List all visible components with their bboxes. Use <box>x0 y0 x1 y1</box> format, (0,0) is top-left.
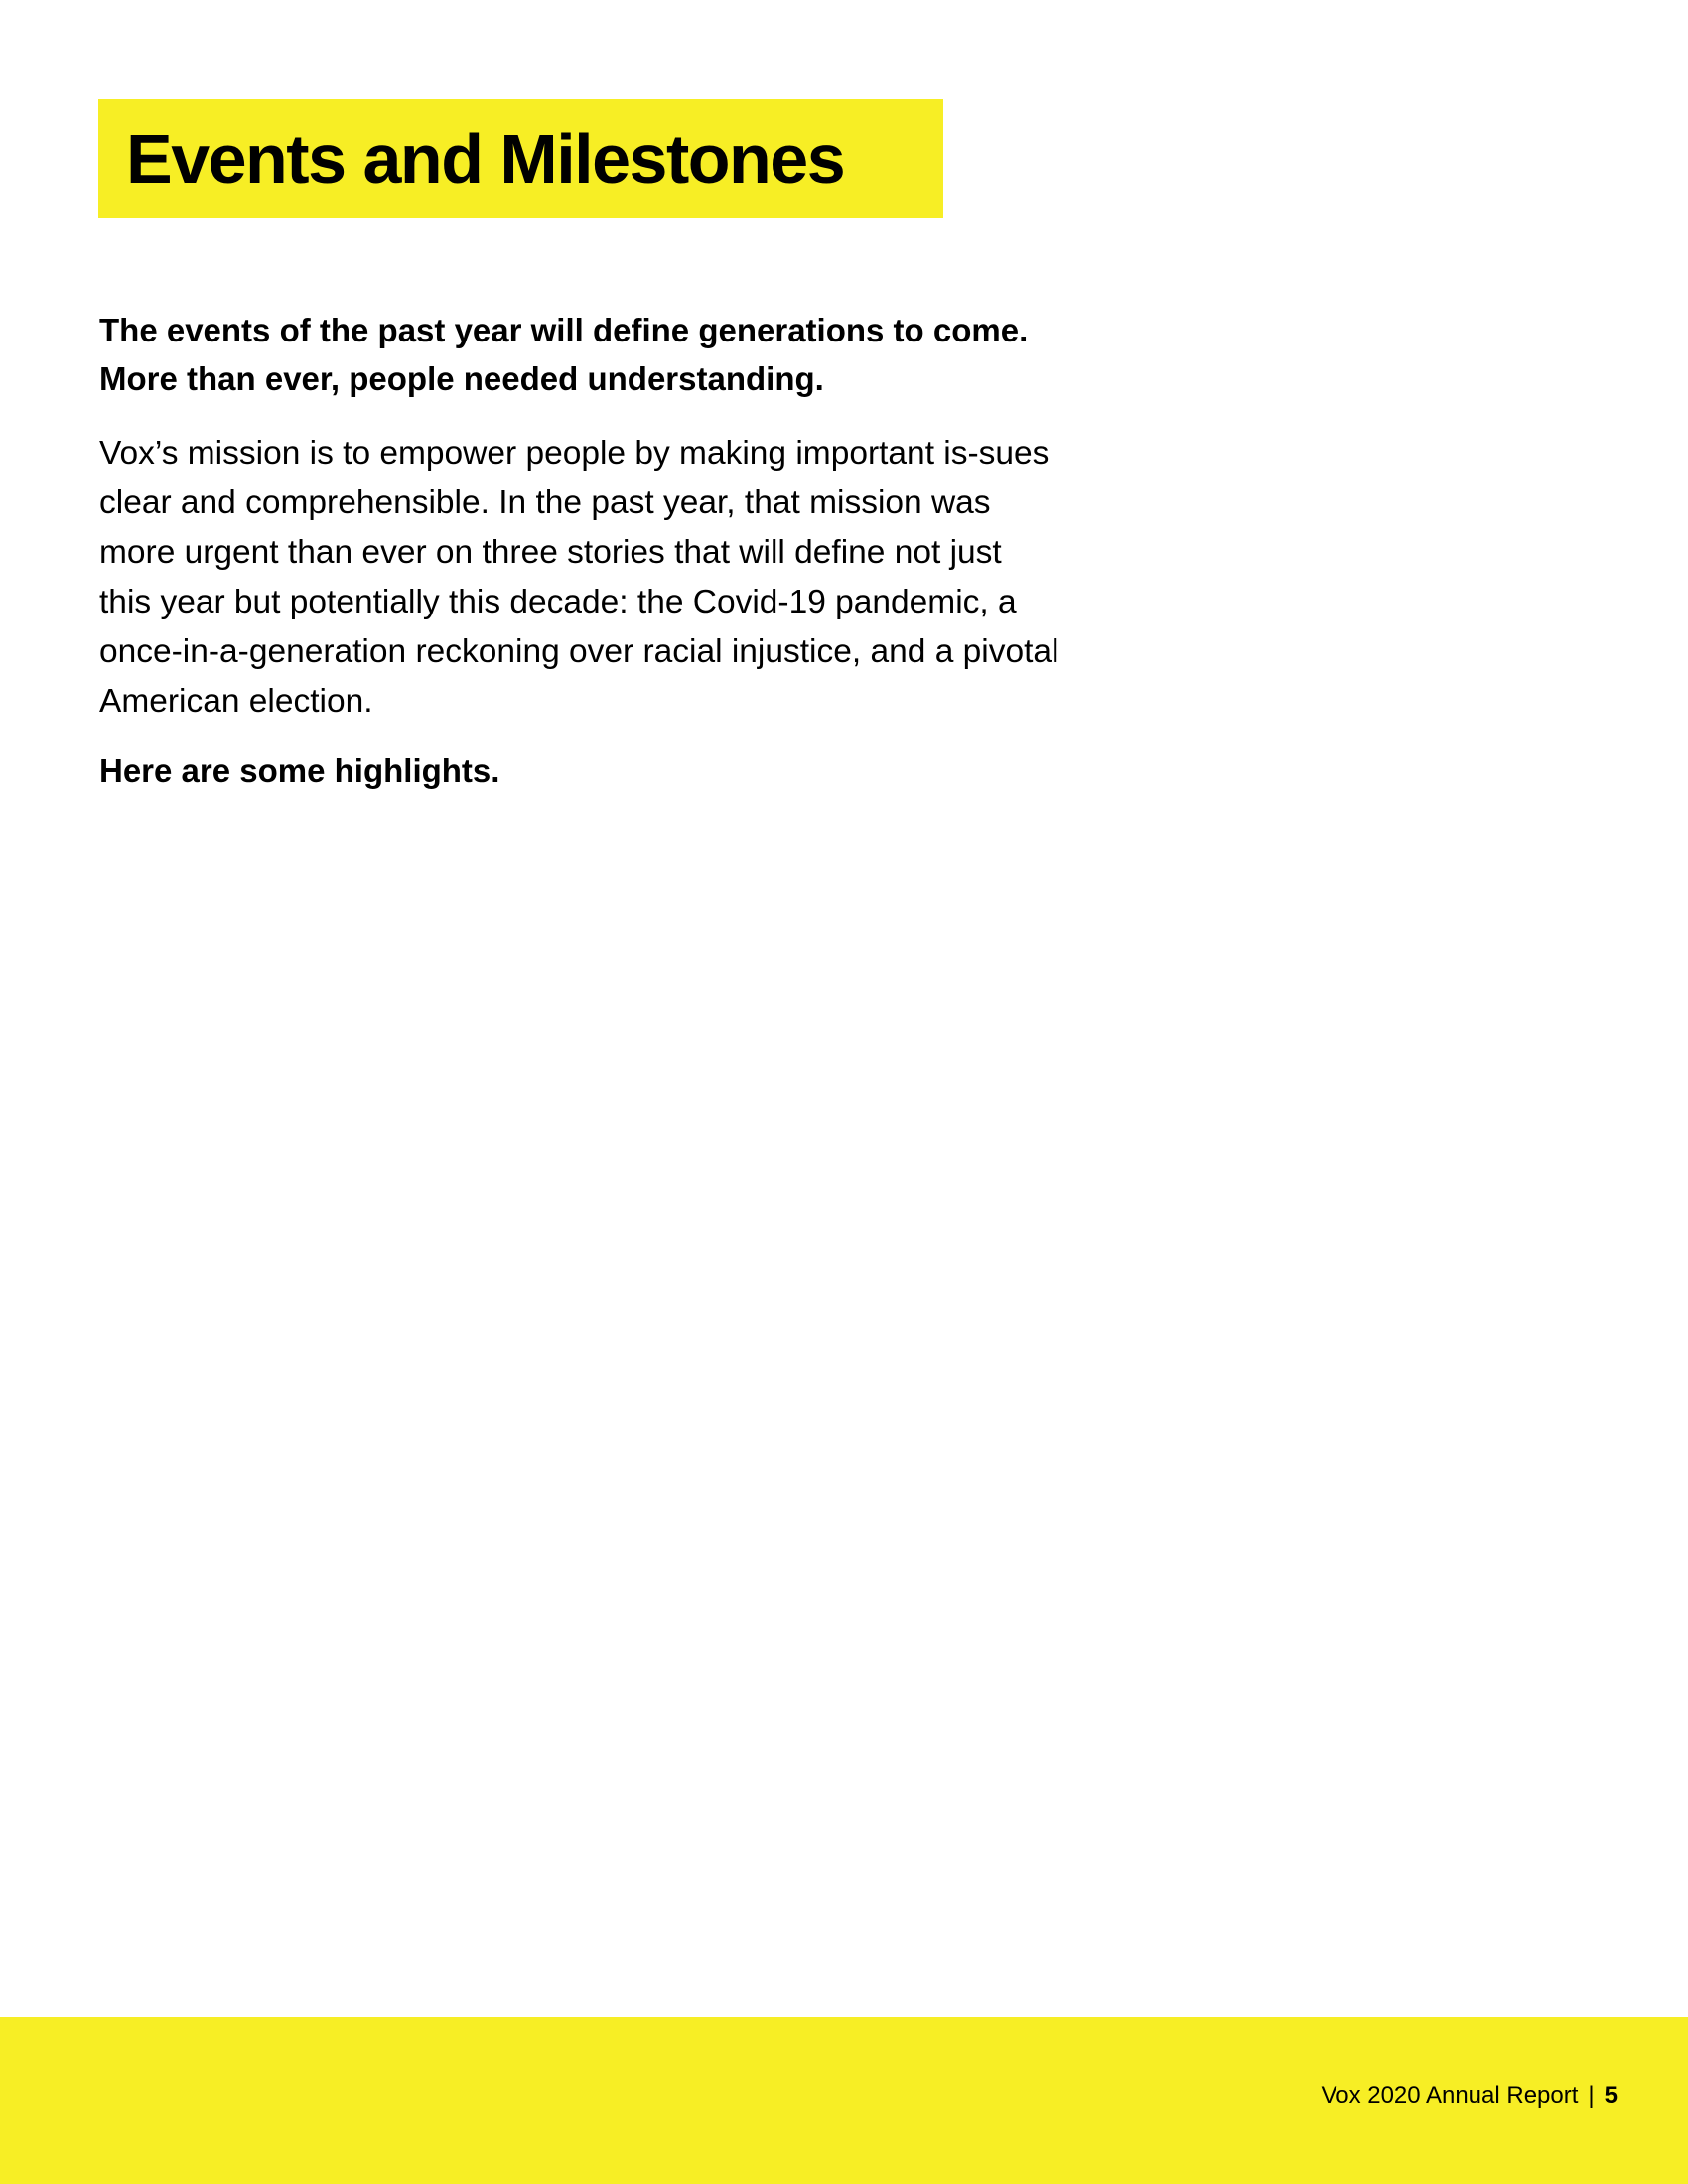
body-paragraph: Vox’s mission is to empower people by making important is-sues clear and comprehensible. In the past year, that mission was more urgent than ever on three stories that will define not just this year but potentially this decade: the Covid-19 pandemic, a once-in-a-generation reckoning over racial injustice, and a pivotal American election. <box>99 435 1059 720</box>
footer-report-title: Vox 2020 Annual Report <box>1321 2082 1579 2109</box>
lead-paragraph: The events of the past year will define generations to come. More than ever, people needed understanding. <box>99 312 1029 397</box>
highlights-heading: Here are some highlights. <box>99 752 500 789</box>
page-number: 5 <box>1604 2082 1618 2109</box>
main-content <box>99 306 1062 795</box>
footer-separator: | <box>1588 2082 1595 2109</box>
title-highlight-block <box>98 99 943 218</box>
page-title: Events and Milestones <box>126 120 845 198</box>
footer <box>1322 2081 1618 2111</box>
